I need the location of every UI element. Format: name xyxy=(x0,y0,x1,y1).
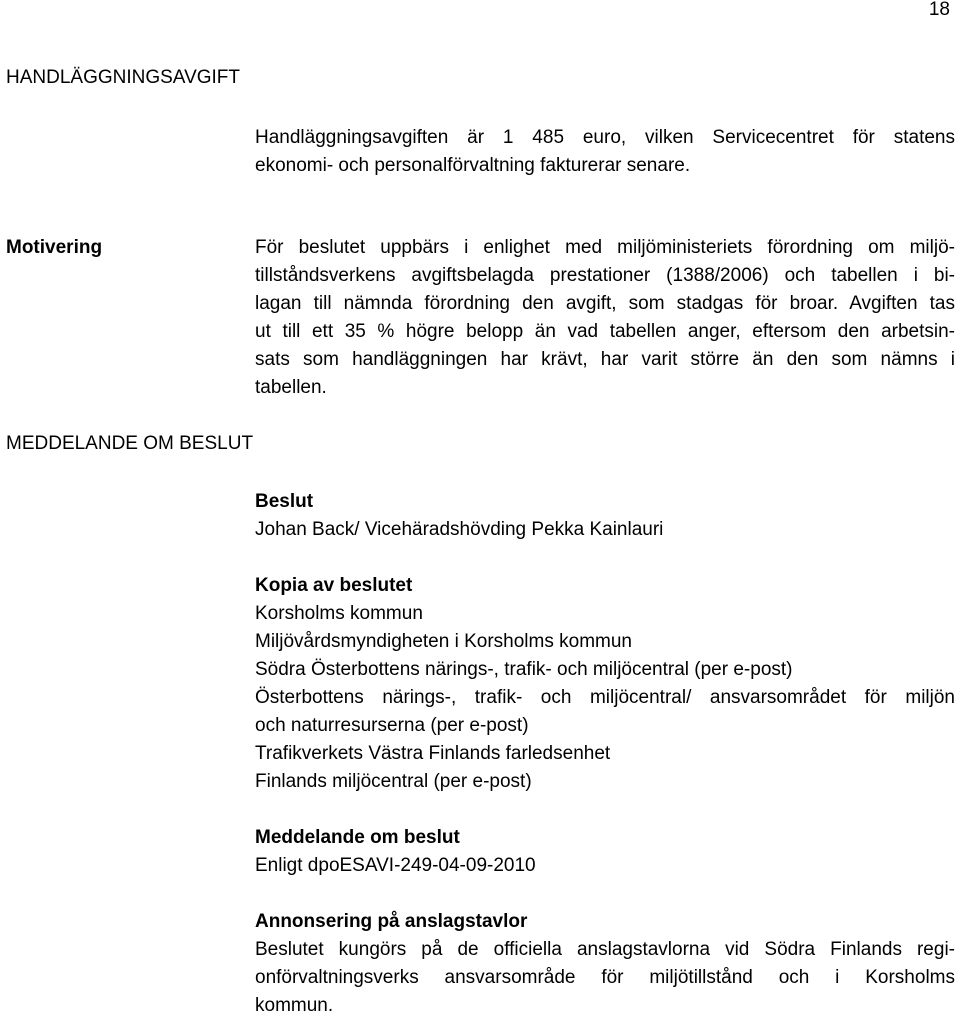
recipient-item: Trafikverkets Västra Finlands farledsenhet xyxy=(255,743,611,764)
paragraph-line: Beslutet kungörs på de officiella anslagstavlorna vid Södra Finlands regi- xyxy=(255,939,955,960)
paragraph-line: onförvaltningsverks ansvarsområde för miljötillstånd och i Korsholms xyxy=(255,967,955,988)
paragraph-line: lagan till nämnda förordning den avgift, som stadgas för broar. Avgiften tas xyxy=(255,293,955,314)
recipient-item: och naturresurserna (per e-post) xyxy=(255,715,529,736)
meddelande-text: Enligt dpoESAVI-249-04-09-2010 xyxy=(255,855,536,876)
paragraph-line: Handläggningsavgiften är 1 485 euro, vilken Servicecentret för statens xyxy=(255,127,955,148)
paragraph-line: tabellen. xyxy=(255,377,327,398)
page-number: 18 xyxy=(928,0,950,20)
beslut-block xyxy=(255,488,955,544)
motivering-paragraph xyxy=(255,234,955,402)
annonsering-title: Annonsering på anslagstavlor xyxy=(255,911,528,932)
annonsering-block xyxy=(255,908,955,1020)
recipient-item: Miljövårdsmyndigheten i Korsholms kommun xyxy=(255,631,632,652)
paragraph-line: kommun. xyxy=(255,995,334,1016)
paragraph-line: För beslutet uppbärs i enlighet med miljöministeriets förordning om miljö- xyxy=(255,237,955,258)
recipient-item: Österbottens närings-, trafik- och miljöcentral/ ansvarsområdet för miljön xyxy=(255,687,955,708)
handlaggningsavgift-paragraph xyxy=(255,124,955,180)
kopia-block xyxy=(255,572,955,796)
recipient-item: Södra Österbottens närings-, trafik- och miljöcentral (per e-post) xyxy=(255,659,793,680)
beslut-title: Beslut xyxy=(255,491,314,512)
section-heading-meddelande-om-beslut: MEDDELANDE OM BESLUT xyxy=(6,433,254,454)
meddelande-block xyxy=(255,824,955,880)
paragraph-line: ekonomi- och personalförvaltning fakturerar senare. xyxy=(255,155,691,176)
section-heading-motivering: Motivering xyxy=(6,237,103,258)
recipient-item: Finlands miljöcentral (per e-post) xyxy=(255,771,532,792)
kopia-title: Kopia av beslutet xyxy=(255,575,413,596)
beslut-text: Johan Back/ Vicehäradshövding Pekka Kainlauri xyxy=(255,519,664,540)
paragraph-line: sats som handläggningen har krävt, har varit större än den som nämns i xyxy=(255,349,955,370)
meddelande-title: Meddelande om beslut xyxy=(255,827,460,848)
recipient-item: Korsholms kommun xyxy=(255,603,423,624)
paragraph-line: ut till ett 35 % högre belopp än vad tabellen anger, eftersom den arbetsin- xyxy=(255,321,955,342)
paragraph-line: tillståndsverkens avgiftsbelagda prestationer (1388/2006) och tabellen i bi- xyxy=(255,265,955,286)
section-heading-handlaggningsavgift: HANDLÄGGNINGSAVGIFT xyxy=(6,67,241,88)
